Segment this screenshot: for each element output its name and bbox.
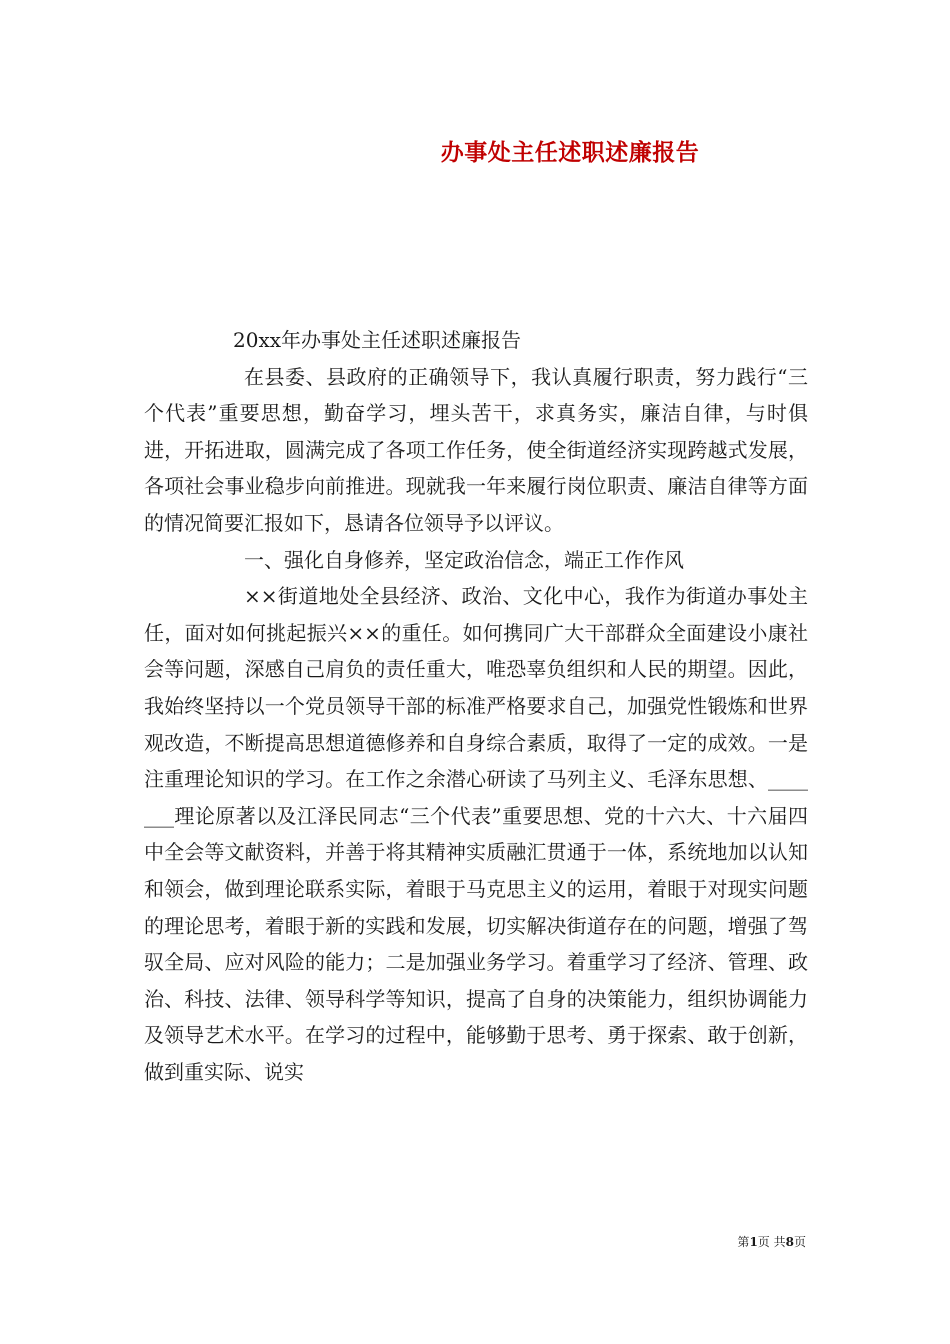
document-title: 办事处主任述职述廉报告 [440, 139, 700, 166]
page-footer [737, 1233, 806, 1250]
footer-suffix: 页 [793, 1235, 806, 1249]
document-subtitle: 20xx年办事处主任述职述廉报告 [233, 328, 522, 352]
footer-total-pages: 8 [785, 1235, 794, 1249]
document-body [144, 322, 808, 1090]
footer-middle: 页 共 [757, 1235, 786, 1249]
footer-prefix: 第 [737, 1235, 750, 1249]
section-heading-1: 一、强化自身修养，坚定政治信念，端正工作作风 [244, 547, 684, 572]
paragraph-intro: 在县委、县政府的正确领导下，我认真履行职责，努力践行“三个代表”重要思想，勤奋学习，埋头苦干，求真务实，廉洁自律，与时俱进，开拓进取，圆满完成了各项工作任务，使全街道经济实现跨越式发展，各项社会事业稳步向前推进。现就我一年来履行岗位职责、廉洁自律等方面的情况简要汇报如下，恳请各位领导予以评议。 [144, 364, 808, 535]
footer-current-page: 1 [749, 1235, 758, 1249]
paragraph-section-1: ××街道地处全县经济、政治、文化中心，我作为街道办事处主任，面对如何挑起振兴××的重任。如何携同广大干部群众全面建设小康社会等问题，深感自己肩负的责任重大，唯恐辜负组织和人民的期望。因此，我始终坚持以一个党员领导干部的标准严格要求自己，加强党性锻炼和世界观改造，不断提高思想道德修养和自身综合素质，取得了一定的成效。一是注重理论知识的学习。在工作之余潜心研读了马列主义、毛泽东思想、_______理论原著以及江泽民同志“三个代表”重要思想、党的十六大、十六届四中全会等文献资料，并善于将其精神实质融汇贯通于一体，系统地加以认知和领会，做到理论联系实际，着眼于马克思主义的运用，着眼于对现实问题的理论思考，着眼于新的实践和发展，切实解决街道存在的问题，增强了驾驭全局、应对风险的能力；二是加强业务学习。着重学习了经济、管理、政治、科技、法律、领导科学等知识，提高了自身的决策能力，组织协调能力及领导艺术水平。在学习的过程中，能够勤于思考、勇于探索、敢于创新，做到重实际、说实 [144, 584, 808, 1084]
